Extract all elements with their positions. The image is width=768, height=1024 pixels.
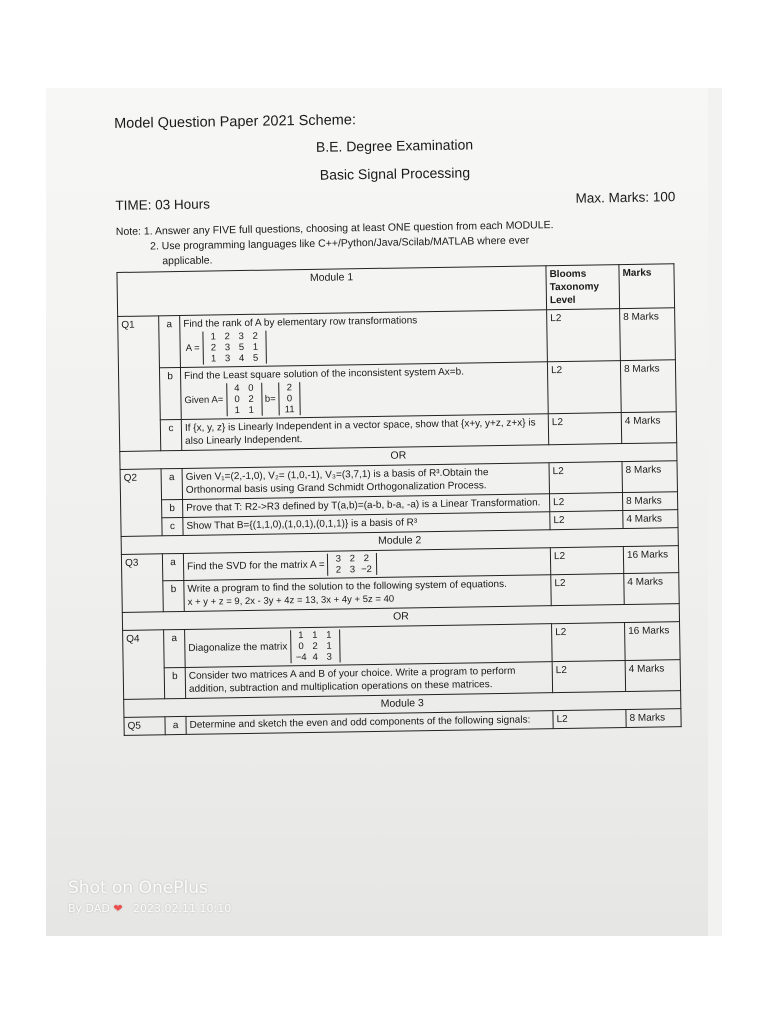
marks-cell: 8 Marks xyxy=(620,360,676,413)
camera-watermark xyxy=(68,878,231,915)
marks-cell: 4 Marks xyxy=(623,510,678,529)
sub-label: a xyxy=(161,468,182,499)
q1b-matrix-row xyxy=(184,378,544,417)
level-cell: L2 xyxy=(550,511,623,530)
question-text xyxy=(185,624,553,668)
q4a-text: Diagonalize the matrix xyxy=(188,641,288,655)
level-cell: L2 xyxy=(552,623,626,662)
level-cell: L2 xyxy=(551,574,624,606)
watermark-meta xyxy=(68,902,231,915)
question-text xyxy=(180,310,548,368)
question-number: Q2 xyxy=(120,469,162,537)
marks-cell: 8 Marks xyxy=(622,461,677,493)
matrix-A: 1 2 3 2 2 3 5 1 1 3 4 5 xyxy=(202,331,267,365)
blooms-header: Blooms Taxonomy Level xyxy=(546,265,620,310)
table-row xyxy=(118,308,676,369)
level-cell: L2 xyxy=(547,309,621,362)
sub-label: b xyxy=(163,580,184,611)
q1b-text: Find the Least square solution of the inconsistent system Ax=b. xyxy=(184,366,465,382)
note-2: 2. Use programming languages like C++/Python/Java/Scilab/MATLAB where ever xyxy=(149,234,530,253)
marks-cell: 4 Marks xyxy=(621,412,676,444)
question-paper xyxy=(46,88,708,936)
level-cell: L2 xyxy=(552,661,625,693)
question-text: Show That B={(1,1,0),(1,0,1),(0,1,1)} is a basis of R³ xyxy=(183,512,550,536)
instructions xyxy=(116,216,677,270)
matrix-A: 4 0 0 2 1 1 xyxy=(226,383,263,417)
level-cell: L2 xyxy=(549,462,622,494)
paper-heading: Model Question Paper 2021 Scheme: xyxy=(114,112,357,132)
question-number: Q1 xyxy=(118,316,161,452)
exam-title: B.E. Degree Examination xyxy=(315,136,474,155)
watermark-brand: Shot on OnePlus xyxy=(68,878,208,898)
q3a-text: Find the SVD for the matrix A = xyxy=(187,559,325,573)
sub-label: a xyxy=(162,553,183,580)
level-cell: L2 xyxy=(549,493,622,512)
matrix-A: 3 2 2 2 3 −2 xyxy=(327,553,377,576)
marks-cell: 4 Marks xyxy=(625,660,680,692)
sub-label: a xyxy=(164,629,186,667)
marks-header: Marks xyxy=(619,264,675,309)
matrix-label: A = xyxy=(185,342,200,355)
given-label: Given A= xyxy=(184,394,224,407)
question-number: Q4 xyxy=(123,630,165,700)
question-table xyxy=(116,263,681,736)
question-number: Q3 xyxy=(121,554,163,613)
sub-label: b xyxy=(159,367,181,419)
module-1-header: Module 1 xyxy=(117,266,547,317)
question-text: Consider two matrices A and B of your choice. Write a program to perform addition, subtraction and multiplication operations on these matrices. xyxy=(185,662,552,699)
sub-label: b xyxy=(162,499,183,517)
watermark-timestamp: 2023.02.11 10:10 xyxy=(133,902,232,915)
marks-cell: 16 Marks xyxy=(623,546,678,574)
b-label: b= xyxy=(264,393,276,405)
heart-icon: ❤ xyxy=(113,902,123,915)
level-cell: L2 xyxy=(547,361,621,414)
question-text: Determine and sketch the even and odd components of the following signals: xyxy=(186,711,553,735)
photo-frame xyxy=(46,88,722,936)
time-label: TIME: 03 Hours xyxy=(115,196,211,213)
level-cell: L2 xyxy=(548,413,621,445)
question-text: Prove that T: R2->R3 defined by T(a,b)=(a-b, b-a, -a) is a Linear Transformation. xyxy=(183,494,550,518)
table-row xyxy=(118,360,676,421)
note-1: Note: 1. Answer any FIVE full questions, choosing at least ONE question from each MODULE. xyxy=(115,219,554,238)
sub-label: c xyxy=(160,419,181,450)
or-label: OR xyxy=(122,604,679,631)
marks-cell: 8 Marks xyxy=(622,492,677,511)
q1a-text: Find the rank of A by elementary row transformations xyxy=(183,315,418,330)
level-cell: L2 xyxy=(553,710,626,729)
level-cell: L2 xyxy=(550,547,623,575)
watermark-author: By DAD xyxy=(68,902,110,915)
or-label: OR xyxy=(120,443,677,470)
question-text xyxy=(180,362,548,420)
note-2-cont: applicable. xyxy=(162,254,213,268)
paper-content xyxy=(114,107,684,736)
marks-cell: 8 Marks xyxy=(620,308,676,361)
q3b-text: Write a program to find the solution to the following system of equations. xyxy=(187,578,507,595)
subject-title: Basic Signal Processing xyxy=(319,164,471,183)
q3b-equations: x + y + z = 9, 2x - 3y + 4z = 13, 3x + 4y + 5z = 40 xyxy=(187,593,395,608)
marks-cell: 16 Marks xyxy=(625,622,681,661)
marks-cell: 8 Marks xyxy=(626,709,681,728)
sub-label: b xyxy=(164,667,185,698)
question-number: Q5 xyxy=(124,717,165,736)
module-2-header: Module 2 xyxy=(121,528,678,555)
question-text: If {x, y, z} is Linearly Independent in a vector space, show that {x+y, y+z, z+x} is also Linearly Independent. xyxy=(181,414,548,451)
sub-label: a xyxy=(165,716,186,734)
sub-label: c xyxy=(162,517,183,535)
marks-cell: 4 Marks xyxy=(624,573,679,605)
sub-label: a xyxy=(159,315,181,367)
matrix-A: 1 1 1 0 2 1 −4 4 3 xyxy=(290,630,341,664)
time-marks-row xyxy=(115,189,675,213)
module-3-header: Module 3 xyxy=(124,691,681,718)
vector-b: 2 0 11 xyxy=(278,382,301,415)
question-text: Given V₁=(2,-1,0), V₂= (1,0,-1), V₃=(3,7,1) is a basis of R³.Obtain the Orthonormal basis using Grand Schmidt Orthogonalization Process. xyxy=(182,463,549,500)
max-marks-label: Max. Marks: 100 xyxy=(575,189,676,206)
q1a-matrix-row xyxy=(183,326,543,365)
